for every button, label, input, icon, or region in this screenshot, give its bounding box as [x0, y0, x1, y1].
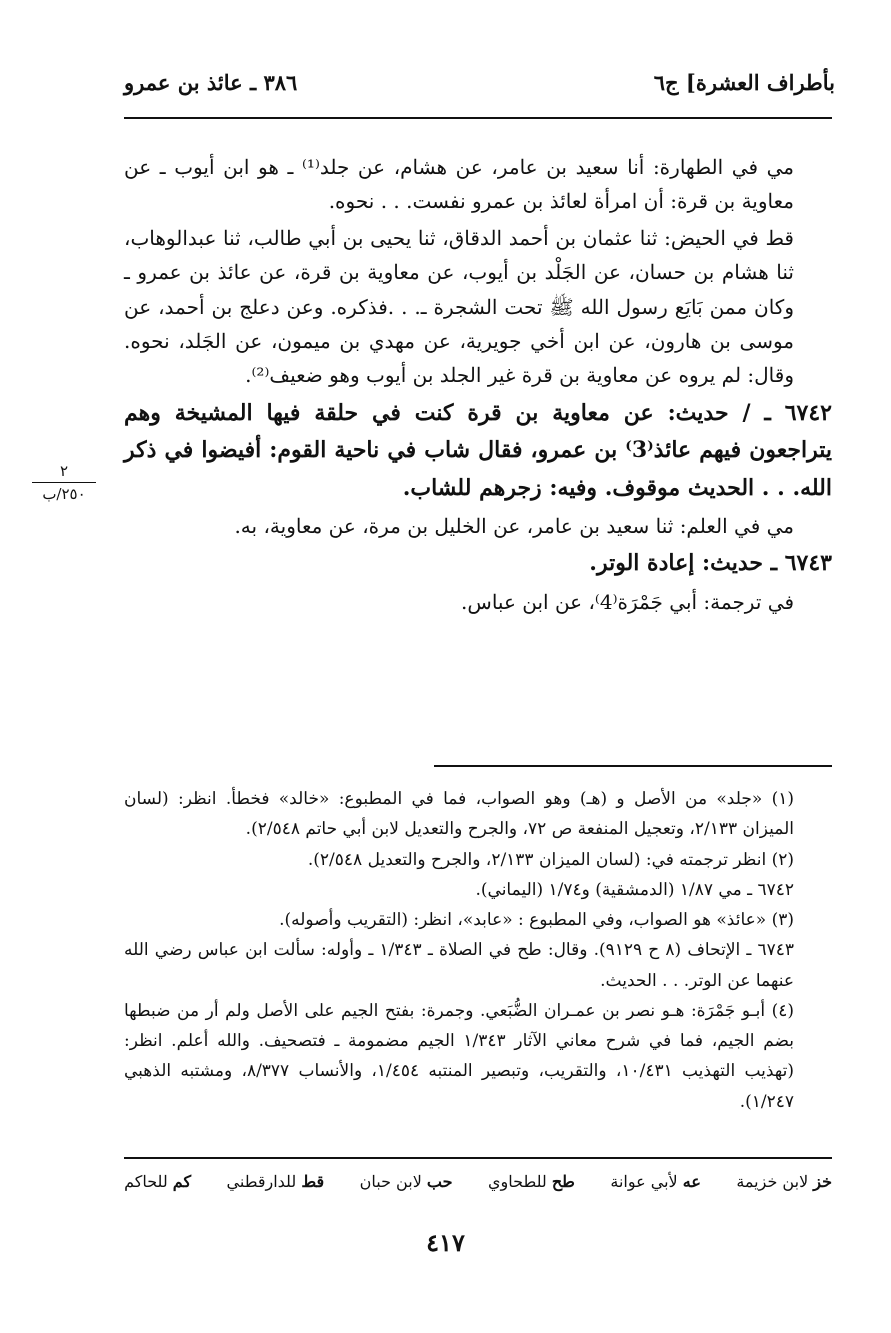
abbreviation-item: عه لأبي عوانة: [610, 1172, 701, 1191]
abbreviation-item: خز لابن خزيمة: [736, 1172, 832, 1191]
page-number: ٤١٧: [426, 1228, 465, 1257]
paragraph-tahawi-tarjama: في ترجمة: أبي جَمْرَة⁽4⁾، عن ابن عباس.: [461, 589, 794, 614]
abbreviation-item: حب لابن حبان: [359, 1172, 453, 1191]
abbreviation-item: قط للدارقطني: [226, 1172, 325, 1191]
abbreviations-key: [124, 1172, 832, 1191]
paragraph-daraqutni-hayd: قط في الحيض: ثنا عثمان بن أحمد الدقاق، ثنا يحيى بن أبي طالب، ثنا عبدالوهاب، ثنا هشام بن حسان، عن الجَلْد بن أيوب، عن معاوية بن قرة، عن عائذ بن عمرو ـ وكان ممن بَايَع رسول الله ﷺ تحت الشجرة ـ. . .فذكره. وعن دعلج بن أحمد، عن موسى بن هارون، عن ابن أخي جويرية، عن مهدي بن ميمون، عن الجَلد، نحوه. وقال: لم يروه عن معاوية بن قرة غير الجلد بن أيوب وهو ضعيف⁽²⁾.: [124, 225, 794, 388]
footnote-ref-6742: ٦٧٤٢ ـ مي ١/٨٧ (الدمشقية) و١/٧٤ (اليماني).: [475, 879, 794, 900]
abbreviations-divider: [124, 1157, 832, 1159]
margin-note-number: ٢: [59, 462, 69, 480]
footnotes-section: [124, 784, 832, 1117]
hadith-6742: ٦٧٤٢ ـ / حديث: عن معاوية بن قرة كنت في حلقة فيها المشيخة وهم يتراجعون فيهم عائذ⁽3⁾ بن عمرو، فقال شاب في ناحية القوم: أفيضوا في ذكر الله. . . الحديث موقوف. وفيه: زجرهم للشاب.: [124, 399, 832, 501]
footnote-1: (١) «جلد» من الأصل و (هـ) وهو الصواب، فما في المطبوع: «خالد» فخطأ. انظر: (لسان الميزان ٢/١٣٣، وتعجيل المنفعة ص ٧٢، والجرح والتعديل لابن أبي حاتم ٢/٥٤٨).: [124, 789, 794, 840]
paragraph-darimi-tahara: مي في الطهارة: أنا سعيد بن عامر، عن هشام، عن جلد⁽¹⁾ ـ هو ابن أيوب ـ عن معاوية بن قرة: أن امرأة لعائذ بن عمرو نفست. . . نحوه.: [124, 155, 794, 214]
running-header-book-title: بأطراف العشرة] ج٦: [653, 70, 835, 95]
hadith-6743: ٦٧٤٣ ـ حديث: إعادة الوتر.: [589, 550, 832, 577]
footnote-4: (٤) أبـو جَمْرَة: هـو نصر بن عمـران الضُّبَعي. وجمرة: بفتح الجيم على الأصل ولم أر من ضبطها بضم الجيم، فما في شرح معاني الآثار ١/٣٤٣ الجيم مضمومة ـ فتصحيف. والله أعلم. انظر: (تهذيب التهذيب ١٠/٤٣١، والتقريب، وتبصير المنتبه ١/٤٥٤، والأنساب ٨/٣٧٧، ومشتبه الذهبي ١/٢٤٧).: [124, 1000, 794, 1112]
main-text-body: [124, 150, 832, 621]
footnote-ref-6743: ٦٧٤٣ ـ الإتحاف (٨ ح ٩١٢٩). وقال: طح في الصلاة ـ ١/٣٤٣ ـ وأوله: سألت ابن عباس رضي الله عنهما عن الوتر. . . الحديث.: [124, 940, 795, 991]
abbreviation-item: طح للطحاوي: [487, 1172, 575, 1191]
margin-note-line: [32, 482, 96, 483]
footnote-divider: [434, 765, 832, 767]
margin-folio-note: [24, 462, 104, 503]
header-divider: [124, 117, 832, 119]
margin-note-folio: ٢٥٠/ب: [42, 485, 86, 503]
footnote-3: (٣) «عائذ» هو الصواب، وفي المطبوع : «عابد»، انظر: (التقريب وأصوله).: [279, 910, 794, 930]
abbreviation-item: كم للحاكم: [124, 1172, 192, 1191]
running-header-chapter-title: ٣٨٦ ـ عائذ بن عمرو: [124, 70, 298, 95]
footnote-2: (٢) انظر ترجمته في: (لسان الميزان ٢/١٣٣، والجرح والتعديل ٢/٥٤٨).: [307, 849, 794, 870]
paragraph-darimi-ilm: مي في العلم: ثنا سعيد بن عامر، عن الخليل بن مرة، عن معاوية، به.: [234, 513, 794, 538]
